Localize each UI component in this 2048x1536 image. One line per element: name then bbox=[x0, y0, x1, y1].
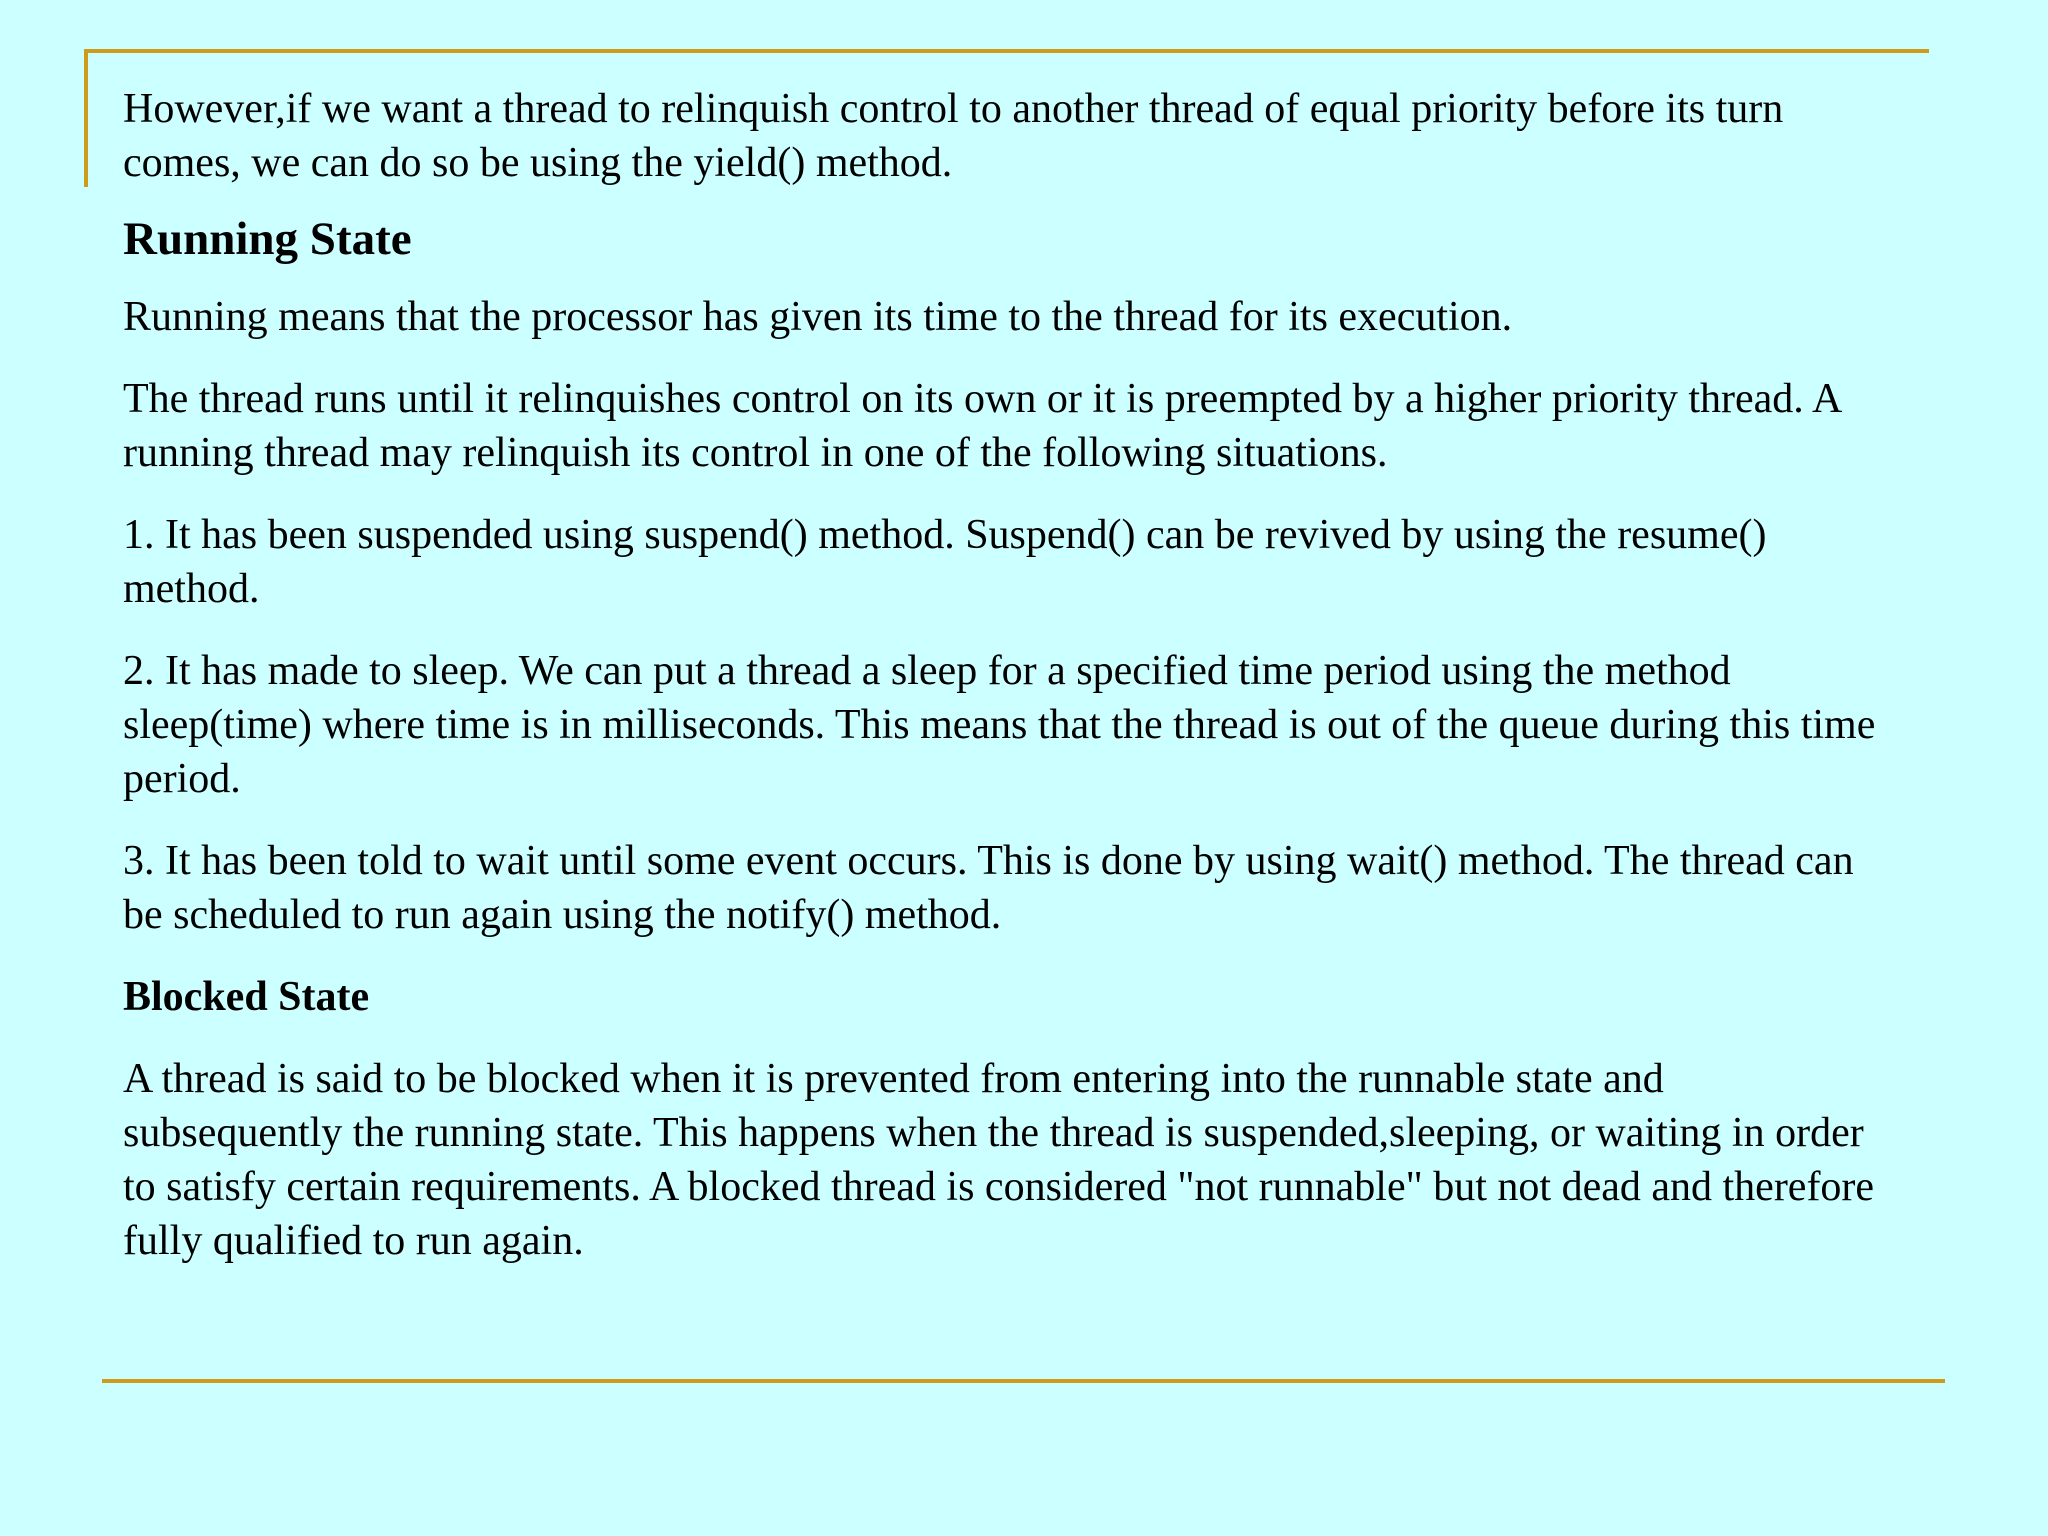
item2-line-1: 2. It has made to sleep. We can put a thread a sleep for a specified time period using the method bbox=[123, 648, 1731, 694]
runs-until-line-2: running thread may relinquish its control in one of the following situations. bbox=[123, 430, 1388, 476]
slide-content bbox=[123, 82, 2035, 1296]
runs-until-paragraph bbox=[123, 372, 2035, 480]
left-accent-rule bbox=[84, 49, 88, 187]
bottom-accent-rule bbox=[102, 1379, 1945, 1383]
intro-line-2: comes, we can do so be using the yield() method. bbox=[123, 140, 953, 186]
situation-item-2 bbox=[123, 644, 2035, 806]
intro-line-1: However,if we want a thread to relinquish control to another thread of equal priority before its turn bbox=[123, 86, 1784, 132]
item1-line-1: 1. It has been suspended using suspend() method. Suspend() can be revived by using the resume() bbox=[123, 512, 1767, 558]
item2-line-3: period. bbox=[123, 756, 241, 802]
running-state-heading: Running State bbox=[123, 213, 412, 265]
running-description: Running means that the processor has given its time to the thread for its execution. bbox=[123, 294, 1513, 340]
blocked-line-1: A thread is said to be blocked when it is prevented from entering into the runnable state and bbox=[123, 1056, 1664, 1102]
item3-line-2: be scheduled to run again using the notify() method. bbox=[123, 892, 1002, 938]
blocked-line-2: subsequently the running state. This happens when the thread is suspended,sleeping, or waiting in order bbox=[123, 1110, 1864, 1156]
item2-line-2: sleep(time) where time is in milliseconds. This means that the thread is out of the queue during this time bbox=[123, 702, 1876, 748]
blocked-state-heading: Blocked State bbox=[123, 974, 370, 1020]
blocked-line-4: fully qualified to run again. bbox=[123, 1218, 584, 1264]
intro-paragraph bbox=[123, 82, 2035, 190]
item1-line-2: method. bbox=[123, 566, 260, 612]
blocked-description bbox=[123, 1052, 2035, 1268]
blocked-line-3: to satisfy certain requirements. A blocked thread is considered "not runnable" but not dead and therefore bbox=[123, 1164, 1875, 1210]
runs-until-line-1: The thread runs until it relinquishes control on its own or it is preempted by a higher priority thread. A bbox=[123, 376, 1843, 422]
situation-item-1 bbox=[123, 508, 2035, 616]
top-accent-rule bbox=[84, 49, 1929, 53]
item3-line-1: 3. It has been told to wait until some event occurs. This is done by using wait() method. The thread can bbox=[123, 838, 1854, 884]
situation-item-3 bbox=[123, 834, 2035, 942]
